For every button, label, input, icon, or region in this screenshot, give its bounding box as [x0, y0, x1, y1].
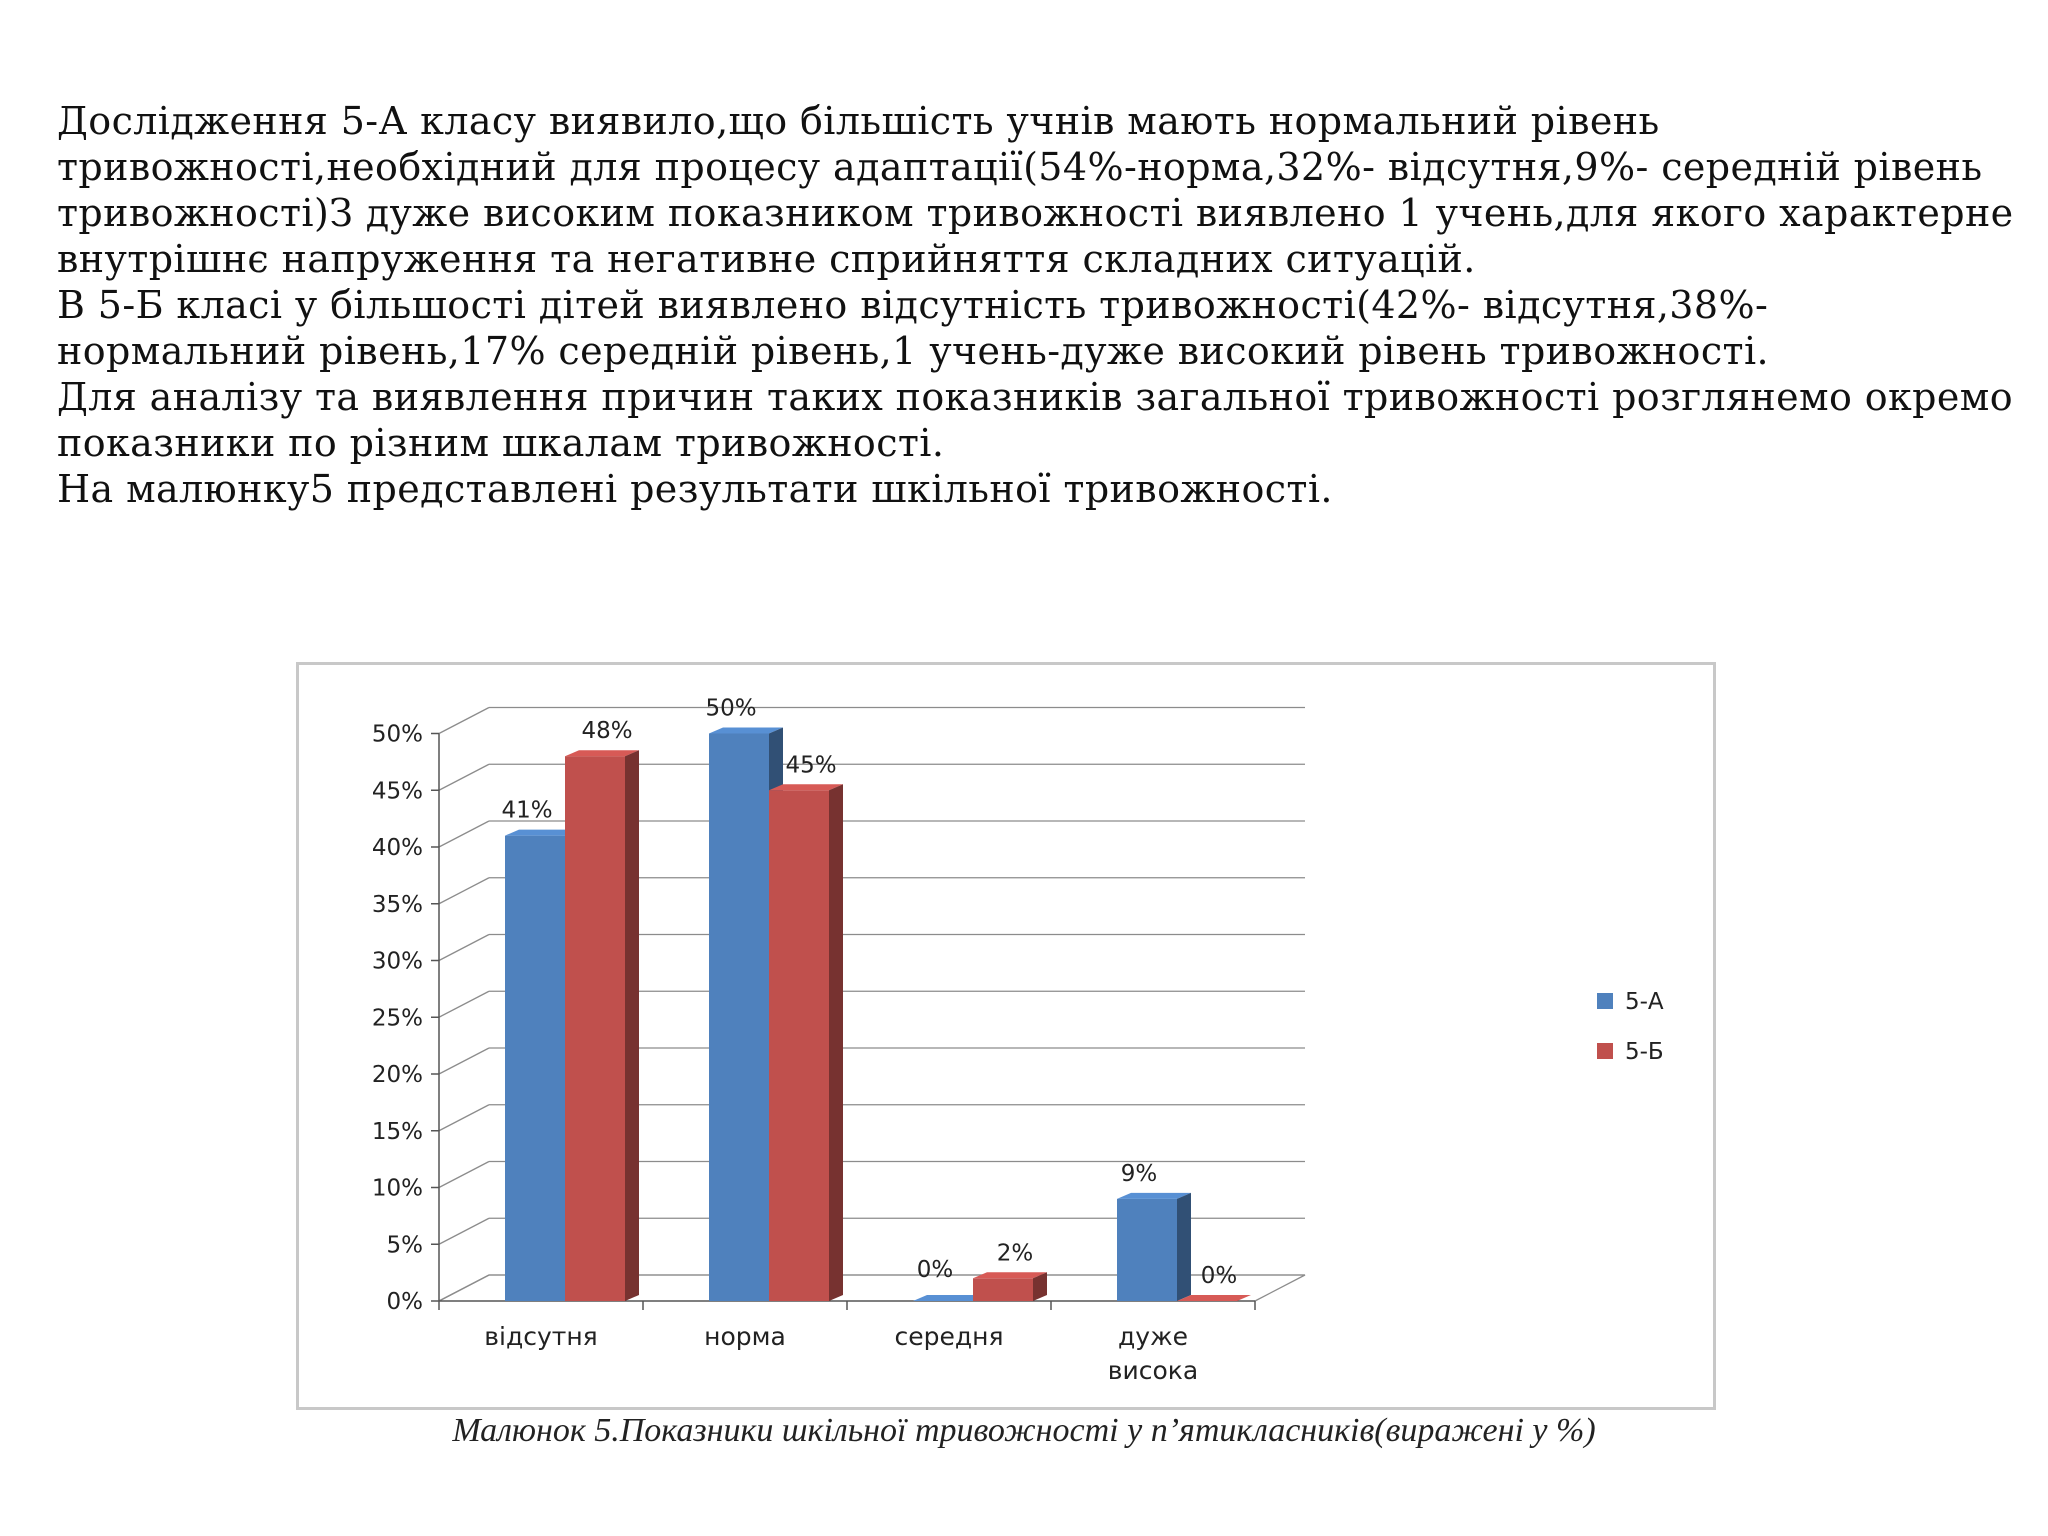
data-label: 0%	[916, 1257, 954, 1283]
bar-front	[505, 836, 565, 1301]
gridline-depth	[439, 878, 489, 904]
data-label: 2%	[996, 1240, 1034, 1267]
category-label: висока	[1107, 1356, 1199, 1385]
y-tick-label: 5%	[386, 1232, 423, 1259]
body-text	[57, 98, 2017, 512]
data-label: 48%	[581, 718, 633, 745]
bar-front	[769, 790, 829, 1301]
bar-front	[1117, 1199, 1177, 1301]
category-label: норма	[704, 1322, 786, 1351]
gridline-depth	[439, 1162, 489, 1188]
legend-swatch	[1597, 993, 1613, 1009]
y-tick-label: 30%	[371, 948, 423, 975]
bar-side	[1177, 1193, 1191, 1301]
gridline-depth	[439, 1105, 489, 1131]
bar-side	[829, 784, 843, 1301]
y-tick-label: 25%	[371, 1005, 423, 1032]
gridline-depth	[439, 935, 489, 961]
category-label: дуже	[1118, 1322, 1188, 1351]
bar-5b	[973, 1272, 1047, 1301]
gridline-depth	[439, 1048, 489, 1074]
y-tick-label: 20%	[371, 1062, 423, 1088]
data-label: 45%	[785, 752, 837, 779]
y-tick-label: 15%	[371, 1118, 423, 1145]
gridline-depth	[439, 1218, 489, 1244]
data-label: 9%	[1120, 1160, 1158, 1187]
chart-frame	[296, 662, 1716, 1410]
gridline-depth	[439, 991, 489, 1017]
paragraph-analysis: Для аналізу та виявлення причин таких показників загальної тривожності розглянемо окремо показники по різним шкалам тривожності.	[57, 375, 2014, 465]
legend-label: 5-А	[1625, 989, 1664, 1015]
gridline-depth	[439, 708, 489, 734]
bar-5b	[565, 750, 639, 1301]
paragraph-5a: Дослідження 5-А класу виявило,що більшість учнів мають нормальний рівень тривожності,необхідний для процесу адаптації(54%-норма,32%- відсутня,9%- середній рівень тривожності)З дуже високим показником тривожності виявлено 1 учень,для якого характерне внутрішнє напруження та негативне сприйняття складних ситуацій.	[57, 99, 2014, 281]
y-tick-label: 45%	[371, 778, 423, 805]
bar-front	[709, 734, 769, 1302]
bar-5a	[1117, 1193, 1191, 1301]
gridline-depth	[439, 764, 489, 790]
y-tick-label: 10%	[371, 1175, 423, 1202]
bar-5b	[769, 784, 843, 1301]
bar-chart	[299, 665, 1713, 1407]
bar-front	[565, 756, 625, 1301]
paragraph-5b: В 5-Б класі у більшості дітей виявлено відсутність тривожності(42%- відсутня,38%-нормальний рівень,17% середній рівень,1 учень-дуже високий рівень тривожності.	[57, 283, 1769, 373]
y-tick-label: 0%	[386, 1289, 423, 1315]
gridline-depth	[439, 821, 489, 847]
category-label: середня	[894, 1322, 1004, 1351]
data-label: 0%	[1200, 1263, 1238, 1289]
y-tick-label: 50%	[371, 721, 423, 748]
data-label: 41%	[501, 797, 553, 824]
paragraph-figure-ref: На малюнку5 представлені результати шкільної тривожності.	[57, 467, 1333, 511]
y-tick-label: 40%	[371, 835, 423, 861]
figure-caption: Малюнок 5.Показники шкільної тривожності у п’ятикласників(виражені у %)	[452, 1412, 1596, 1449]
y-tick-label: 35%	[371, 891, 423, 918]
bar-front	[973, 1278, 1033, 1301]
legend-label: 5-Б	[1625, 1039, 1664, 1065]
data-label: 50%	[705, 695, 757, 722]
category-label: відсутня	[484, 1322, 598, 1351]
bar-side	[625, 750, 639, 1301]
legend-swatch	[1597, 1043, 1613, 1059]
